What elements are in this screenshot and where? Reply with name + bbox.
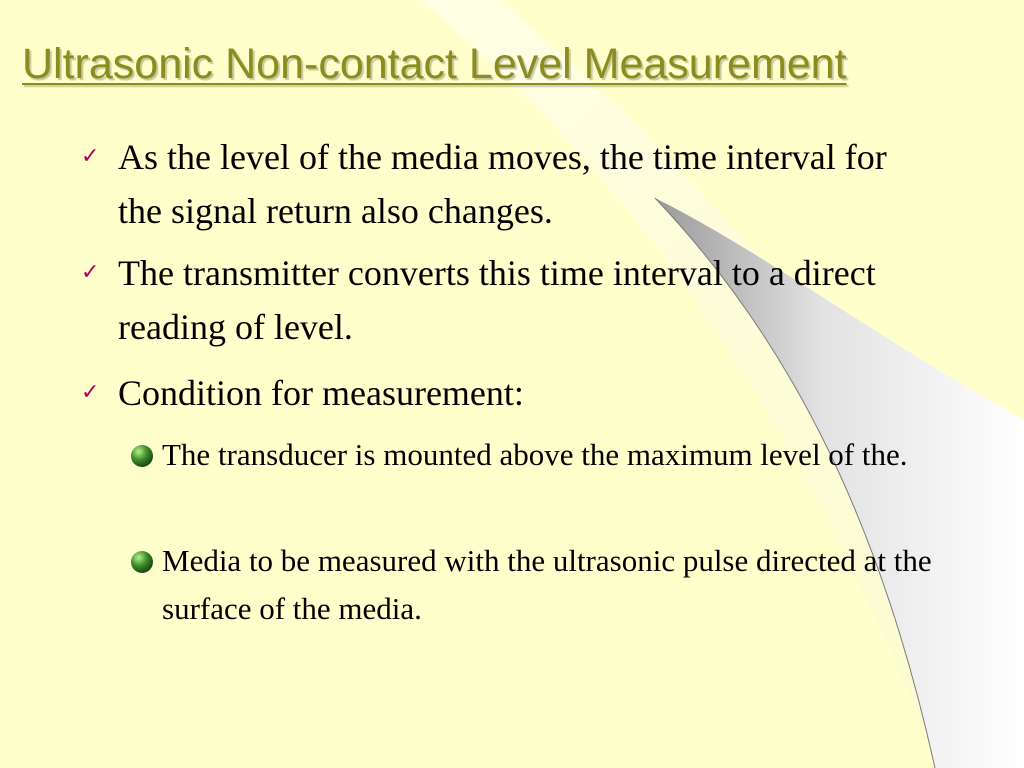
green-ball-icon xyxy=(129,549,155,575)
bullet-item xyxy=(81,130,918,238)
bullet-text: As the level of the media moves, the time interval for the signal return also changes. xyxy=(118,137,887,231)
sub-bullet-item xyxy=(162,537,952,633)
green-ball-icon xyxy=(129,443,155,469)
check-icon: ✓ xyxy=(81,260,100,285)
slide-title: Ultrasonic Non-contact Level Measurement xyxy=(22,40,847,88)
check-icon: ✓ xyxy=(81,144,100,169)
bullet-item xyxy=(81,246,918,354)
bullet-text: The transmitter converts this time interval to a direct reading of level. xyxy=(118,253,876,347)
sub-bullet-text: The transducer is mounted above the maximum level of the. xyxy=(162,437,908,472)
check-icon: ✓ xyxy=(81,380,100,405)
bullet-item xyxy=(81,366,918,420)
sub-bullet-text: Media to be measured with the ultrasonic pulse directed at the surface of the media. xyxy=(162,543,932,626)
bullet-text: Condition for measurement: xyxy=(118,373,524,413)
sub-bullet-item xyxy=(162,431,952,479)
